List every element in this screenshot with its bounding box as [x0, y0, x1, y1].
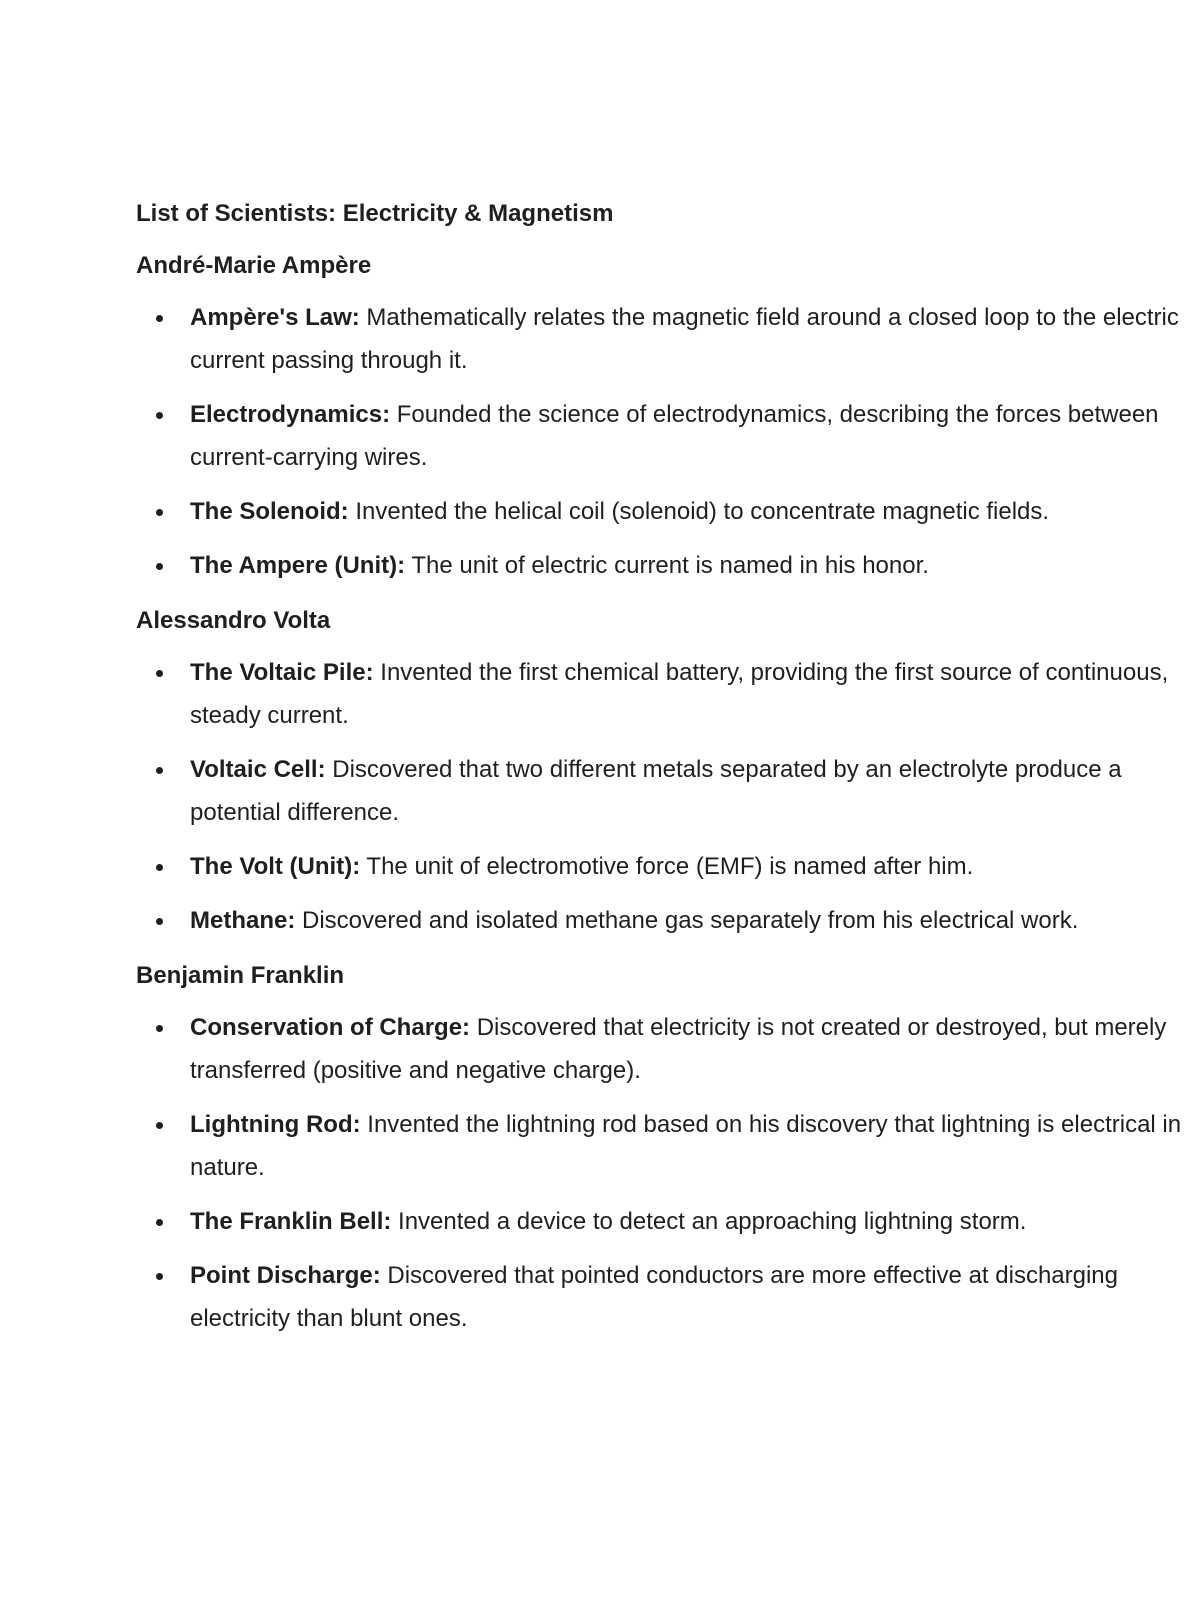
list-item — [136, 899, 1186, 942]
list-item — [136, 544, 1186, 587]
bullet-icon — [156, 1273, 163, 1280]
item-text: Discovered that pointed conductors are more effective at discharging electricity than blunt ones. — [190, 1262, 1118, 1332]
item-text: Mathematically relates the magnetic field around a closed loop to the electric current passing through it. — [190, 304, 1179, 374]
item-text: Discovered and isolated methane gas separately from his electrical work. — [295, 907, 1079, 934]
bullet-list — [136, 651, 1186, 942]
section-heading: Alessandro Volta — [136, 607, 331, 634]
list-item — [136, 845, 1186, 888]
bullet-icon — [156, 1219, 163, 1226]
item-text: The unit of electromotive force (EMF) is named after him. — [360, 853, 974, 880]
section-franklin — [136, 960, 1186, 1340]
bullet-icon — [156, 918, 163, 925]
bullet-icon — [156, 670, 163, 677]
list-item — [136, 296, 1186, 382]
item-term: Voltaic Cell: — [190, 756, 326, 783]
item-term: Electrodynamics: — [190, 401, 391, 428]
bullet-list — [136, 1006, 1186, 1340]
bullet-icon — [156, 767, 163, 774]
bullet-icon — [156, 864, 163, 871]
item-text: Invented the first chemical battery, providing the first source of continuous, steady current. — [190, 659, 1169, 729]
item-term: Point Discharge: — [190, 1262, 381, 1289]
list-item — [136, 651, 1186, 737]
item-term: The Franklin Bell: — [190, 1208, 392, 1235]
item-text: Invented the helical coil (solenoid) to concentrate magnetic fields. — [348, 498, 1050, 525]
section-heading: Benjamin Franklin — [136, 962, 345, 989]
item-term: The Ampere (Unit): — [190, 552, 406, 579]
item-term: The Solenoid: — [190, 498, 349, 525]
bullet-icon — [156, 315, 163, 322]
section-heading: André-Marie Ampère — [136, 252, 372, 279]
item-text: The unit of electric current is named in his honor. — [405, 552, 929, 579]
list-item — [136, 1200, 1186, 1243]
item-term: Ampère's Law: — [190, 304, 360, 331]
item-term: Conservation of Charge: — [190, 1014, 471, 1041]
item-text: Discovered that electricity is not created or destroyed, but merely transferred (positive and negative charge). — [190, 1014, 1167, 1084]
item-term: The Voltaic Pile: — [190, 659, 374, 686]
list-item — [136, 1103, 1186, 1189]
bullet-icon — [156, 1122, 163, 1129]
item-text: Founded the science of electrodynamics, describing the forces between current-carrying wires. — [190, 401, 1159, 471]
bullet-icon — [156, 509, 163, 516]
item-text: Invented a device to detect an approaching lightning storm. — [391, 1208, 1027, 1235]
bullet-list — [136, 296, 1186, 587]
list-item — [136, 490, 1186, 533]
item-text: Invented the lightning rod based on his discovery that lightning is electrical in nature. — [190, 1111, 1182, 1181]
list-item — [136, 1254, 1186, 1340]
list-item — [136, 748, 1186, 834]
section-volta — [136, 605, 1186, 942]
item-term: Methane: — [190, 907, 296, 934]
item-term: Lightning Rod: — [190, 1111, 361, 1138]
section-ampere — [136, 250, 1186, 587]
list-item — [136, 1006, 1186, 1092]
list-item — [136, 393, 1186, 479]
document-body — [136, 198, 1186, 1358]
item-term: The Volt (Unit): — [190, 853, 361, 880]
bullet-icon — [156, 563, 163, 570]
bullet-icon — [156, 1025, 163, 1032]
item-text: Discovered that two different metals separated by an electrolyte produce a potential difference. — [190, 756, 1122, 826]
bullet-icon — [156, 412, 163, 419]
document-title: List of Scientists: Electricity & Magnetism — [136, 200, 614, 227]
